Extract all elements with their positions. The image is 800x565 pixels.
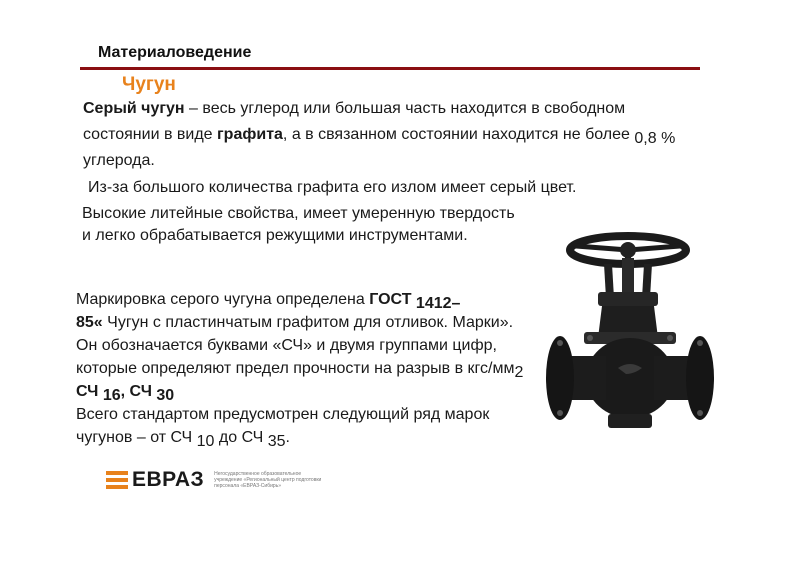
marking-description: Он обозначается буквами «СЧ» и двумя группами цифр, которые определяют предел прочности на разрыв в кгс/мм bbox=[76, 337, 515, 377]
gost-number: 1412– bbox=[411, 295, 461, 312]
evraz-logo bbox=[106, 468, 324, 492]
slide-subtitle: Чугун bbox=[122, 74, 176, 95]
definition-text-b: , а в связанном состоянии находится не более bbox=[282, 126, 635, 143]
evraz-logo-caption: Негосударственное образовательное учреждение «Региональный центр подготовки персонала «ЕВРАЗ-Сибирь» bbox=[214, 471, 322, 489]
grade-range-min: 10 bbox=[196, 433, 215, 450]
grade-example-1-number: 16 bbox=[98, 387, 121, 404]
grade-example-2-number: 30 bbox=[151, 387, 175, 404]
term-graphite: графита bbox=[217, 126, 283, 143]
term-gray-iron: Серый чугун bbox=[83, 100, 185, 117]
grade-example-1: СЧ bbox=[76, 383, 99, 400]
unit-superscript: 2 bbox=[514, 364, 524, 381]
grade-range-text-c: . bbox=[285, 429, 290, 446]
paragraph-fracture-color: Из-за большого количества графита его излом имеет серый цвет. bbox=[88, 179, 577, 196]
definition-text-a: – весь углерод или большая часть находится в свободном состоянии в виде bbox=[83, 100, 626, 143]
carbon-value: 0,8 % bbox=[634, 130, 676, 147]
marking-text-a: Маркировка серого чугуна определена bbox=[76, 291, 370, 308]
grade-range-max: 35 bbox=[267, 433, 286, 450]
evraz-logo-icon bbox=[106, 469, 128, 491]
gost-label: ГОСТ bbox=[369, 291, 412, 308]
paragraph-marking bbox=[76, 288, 541, 449]
page-header-title: Материаловедение bbox=[98, 44, 252, 61]
grade-range-text-a: Всего стандартом предусмотрен следующий ряд марок чугунов – от СЧ bbox=[76, 406, 490, 446]
paragraph-casting-properties: Высокие литейные свойства, имеет умеренную твердость и легко обрабатывается режущими инструментами. bbox=[82, 205, 515, 244]
evraz-logo-word: ЕВРАЗ bbox=[132, 468, 205, 491]
grade-range-text-b: до СЧ bbox=[214, 429, 268, 446]
gate-valve-photo bbox=[538, 228, 723, 438]
definition-text-c: углерода. bbox=[83, 152, 155, 169]
grade-example-separator: , СЧ bbox=[120, 383, 152, 400]
gost-year: 85« bbox=[76, 314, 103, 331]
header-divider bbox=[80, 67, 700, 70]
marking-text-b: Чугун с пластинчатым графитом для отливок. Марки». bbox=[102, 314, 514, 331]
paragraph-gray-iron-definition bbox=[83, 96, 703, 174]
